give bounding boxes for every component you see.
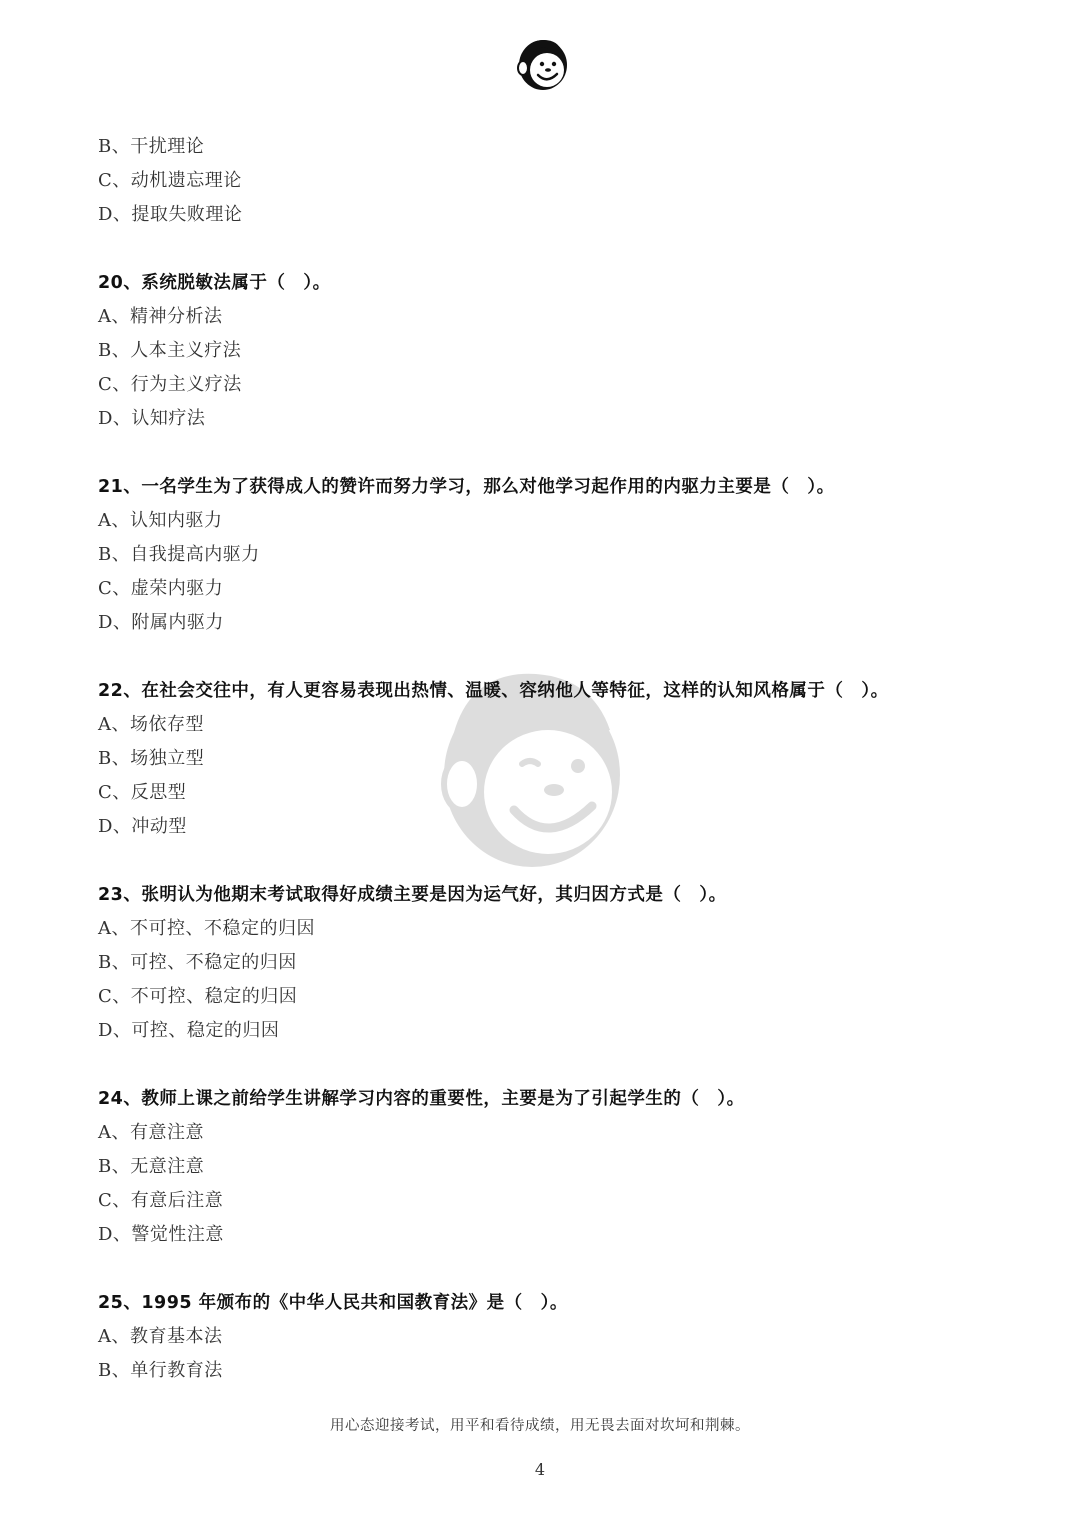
option-line: D、提取失败理论 — [98, 204, 243, 225]
option-line: A、场依存型 — [98, 714, 204, 735]
option-line: A、精神分析法 — [98, 306, 223, 327]
option-line: C、行为主义疗法 — [98, 374, 242, 395]
question-stem: 22、在社会交往中，有人更容易表现出热情、温暖、容纳他人等特征，这样的认知风格属于（ ）。 — [98, 681, 889, 701]
option-line: B、单行教育法 — [98, 1360, 223, 1381]
option-line: A、教育基本法 — [98, 1326, 223, 1347]
option-line: B、场独立型 — [98, 748, 205, 769]
question-stem: 25、1995 年颁布的《中华人民共和国教育法》是（ ）。 — [98, 1293, 568, 1313]
option-line: C、动机遗忘理论 — [98, 170, 242, 191]
question-stem: 21、一名学生为了获得成人的赞许而努力学习，那么对他学习起作用的内驱力主要是（ ）。 — [98, 477, 835, 497]
option-line: C、有意后注意 — [98, 1190, 224, 1211]
question-stem: 23、张明认为他期末考试取得好成绩主要是因为运气好，其归因方式是（ ）。 — [98, 885, 727, 905]
option-line: D、可控、稳定的归因 — [98, 1020, 280, 1041]
option-line: D、认知疗法 — [98, 408, 206, 429]
option-line: B、无意注意 — [98, 1156, 205, 1177]
option-line: D、附属内驱力 — [98, 612, 224, 633]
option-line: A、不可控、不稳定的归因 — [98, 918, 315, 939]
option-line: C、虚荣内驱力 — [98, 578, 224, 599]
mascot-monkey-icon — [514, 34, 572, 92]
question-stem: 20、系统脱敏法属于（ ）。 — [98, 273, 331, 293]
page-number: 4 — [534, 1460, 546, 1479]
option-line: D、警觉性注意 — [98, 1224, 224, 1245]
option-line: D、冲动型 — [98, 816, 187, 837]
footer-motto: 用心态迎接考试，用平和看待成绩，用无畏去面对坎坷和荆棘。 — [330, 1418, 750, 1434]
option-line: B、干扰理论 — [98, 136, 205, 157]
option-line: B、人本主义疗法 — [98, 340, 242, 361]
option-line: B、自我提高内驱力 — [98, 544, 260, 565]
option-line: C、不可控、稳定的归因 — [98, 986, 298, 1007]
option-line: C、反思型 — [98, 782, 187, 803]
option-line: A、认知内驱力 — [98, 510, 223, 531]
option-line: B、可控、不稳定的归因 — [98, 952, 297, 973]
question-stem: 24、教师上课之前给学生讲解学习内容的重要性，主要是为了引起学生的（ ）。 — [98, 1089, 745, 1109]
option-line: A、有意注意 — [98, 1122, 204, 1143]
